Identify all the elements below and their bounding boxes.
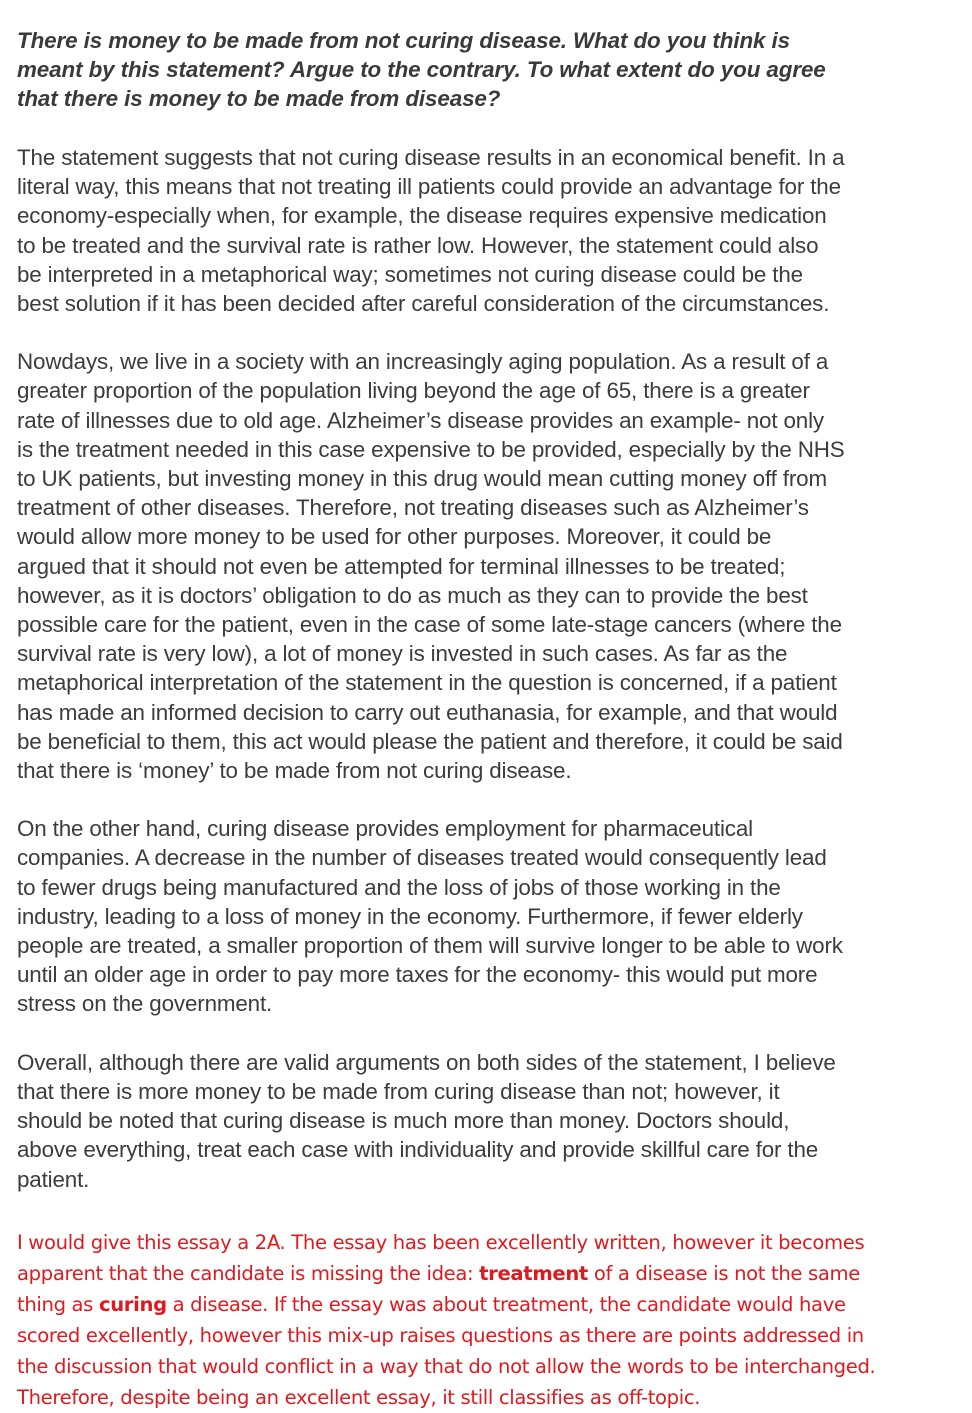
feedback-line: I would give this essay a 2A. The essay has been excellently written, however it becomes: [17, 1230, 865, 1254]
paragraph-line: be interpreted in a metaphorical way; sometimes not curing disease could be the: [17, 261, 803, 287]
paragraph-line: until an older age in order to pay more taxes for the economy- this would put more: [17, 962, 818, 988]
paragraph-line: to be treated and the survival rate is rather low. However, the statement could also: [17, 232, 819, 258]
feedback-line: Therefore, despite being an excellent essay, it still classifies as off-topic.: [17, 1385, 701, 1409]
question-line: There is money to be made from not curing disease. What do you think is: [17, 28, 790, 53]
paragraph-line: patient.: [17, 1166, 90, 1192]
paragraph-line: companies. A decrease in the number of diseases treated would consequently lead: [17, 845, 827, 871]
paragraph-line: Nowdays, we live in a society with an increasingly aging population. As a result of a: [17, 349, 829, 375]
paragraph-line: stress on the government.: [17, 991, 273, 1017]
paragraph-line: has made an informed decision to carry out euthanasia, for example, and that would: [17, 699, 838, 725]
question-line: that there is money to be made from disease?: [17, 86, 501, 111]
paragraph-line: literal way, this means that not treating ill patients could provide an advantage for the: [17, 174, 841, 200]
essay-page: [17, 26, 965, 1413]
paragraph-line: industry, leading to a loss of money in the economy. Furthermore, if fewer elderly: [17, 903, 803, 929]
examiner-feedback: [17, 1227, 965, 1413]
paragraph-line: greater proportion of the population living beyond the age of 65, there is a greater: [17, 378, 810, 404]
paragraph-line: argued that it should not even be attempted for terminal illnesses to be treated;: [17, 553, 786, 579]
question-line: meant by this statement? Argue to the contrary. To what extent do you agree: [17, 57, 826, 82]
paragraph-line: people are treated, a smaller proportion of them will survive longer to be able to work: [17, 933, 843, 959]
paragraph-introduction: [17, 143, 965, 318]
paragraph-line: The statement suggests that not curing disease results in an economical benefit. In a: [17, 145, 845, 170]
paragraph-line: rate of illnesses due to old age. Alzheimer’s disease provides an example- not only: [17, 407, 824, 433]
feedback-line: [17, 1258, 965, 1289]
feedback-text: apparent that the candidate is missing the idea:: [17, 1261, 480, 1285]
paragraph-line: best solution if it has been decided after careful consideration of the circumstances.: [17, 291, 830, 317]
essay-question: [17, 26, 965, 113]
feedback-text: thing as: [17, 1292, 99, 1316]
paragraph-line: treatment of other diseases. Therefore, not treating diseases such as Alzheimer’s: [17, 495, 809, 521]
paragraph-line: be beneficial to them, this act would please the patient and therefore, it could be said: [17, 728, 843, 754]
paragraph-line: is the treatment needed in this case expensive to be provided, especially by the NHS: [17, 436, 845, 462]
feedback-line: the discussion that would conflict in a way that do not allow the words to be interchanged.: [17, 1354, 876, 1378]
paragraph-line: to fewer drugs being manufactured and the loss of jobs of those working in the: [17, 874, 781, 900]
paragraph-line: to UK patients, but investing money in this drug would mean cutting money off from: [17, 466, 827, 492]
paragraph-line: would allow more money to be used for other purposes. Moreover, it could be: [17, 524, 772, 550]
feedback-line: scored excellently, however this mix-up raises questions as there are points addressed in: [17, 1323, 864, 1347]
paragraph-argument: [17, 347, 965, 785]
feedback-text: a disease. If the essay was about treatment, the candidate would have: [166, 1292, 846, 1316]
paragraph-line: economy-especially when, for example, the disease requires expensive medication: [17, 203, 827, 229]
paragraph-line: however, as it is doctors’ obligation to do as much as they can to provide the best: [17, 582, 808, 608]
paragraph-line: should be noted that curing disease is much more than money. Doctors should,: [17, 1108, 790, 1134]
paragraph-line: above everything, treat each case with individuality and provide skillful care for the: [17, 1137, 819, 1163]
paragraph-line: metaphorical interpretation of the statement in the question is concerned, if a patient: [17, 670, 837, 696]
feedback-emphasis-treatment: treatment: [479, 1261, 588, 1285]
paragraph-counterargument: [17, 814, 965, 1018]
paragraph-line: Overall, although there are valid arguments on both sides of the statement, I believe: [17, 1049, 836, 1075]
paragraph-line: that there is ‘money’ to be made from not curing disease.: [17, 758, 572, 784]
feedback-text: of a disease is not the same: [587, 1261, 860, 1285]
paragraph-line: survival rate is very low), a lot of money is invested in such cases. As far as the: [17, 641, 788, 667]
feedback-emphasis-curing: curing: [98, 1292, 167, 1316]
paragraph-line: that there is more money to be made from curing disease than not; however, it: [17, 1078, 780, 1104]
paragraph-line: possible care for the patient, even in the case of some late-stage cancers (where the: [17, 612, 842, 638]
paragraph-line: On the other hand, curing disease provides employment for pharmaceutical: [17, 816, 753, 842]
paragraph-conclusion: [17, 1048, 965, 1194]
feedback-line: [17, 1289, 965, 1320]
